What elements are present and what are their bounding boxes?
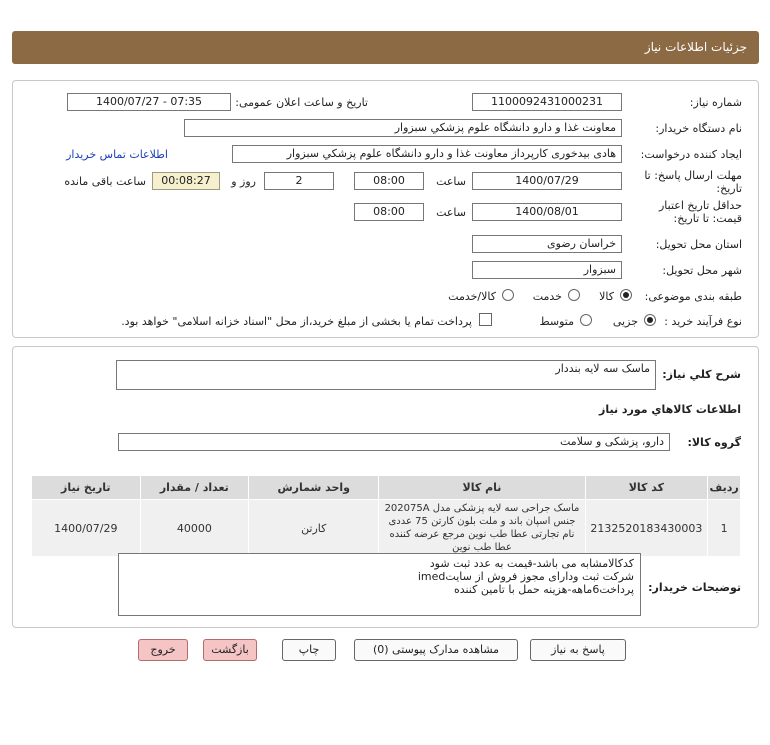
goods-group-label: گروه كالا: (687, 436, 741, 449)
province-field[interactable]: خراسان رضوی (472, 235, 622, 253)
page-header (12, 31, 759, 64)
buyer-contact-link[interactable]: اطلاعات تماس خریدار (66, 148, 168, 161)
treasury-payment-text: پرداخت تمام یا بخشی از مبلغ خرید،از محل "اسناد خزانه اسلامی" خواهد بود. (121, 315, 472, 328)
view-attachments-button[interactable]: مشاهده مدارک پیوستی (0) (354, 639, 518, 661)
city-field[interactable]: سبزوار (472, 261, 622, 279)
creator-field[interactable]: هادی بیدخوری کارپرداز معاونت غذا و دارو دانشگاه علوم پزشكي سبزوار (232, 145, 622, 163)
col-row: ردیف (708, 476, 741, 500)
cell-row: 1 (708, 500, 741, 557)
province-label: استان محل تحویل: (655, 238, 742, 251)
category-radio-goods[interactable] (620, 289, 632, 301)
buyer-field[interactable]: معاونت غذا و دارو دانشگاه علوم پزشكي سبزوار (184, 119, 622, 137)
goods-info-title: اطلاعات كالاهاي مورد نياز (599, 403, 741, 416)
notes-line: کدکالامشابه می باشد-قیمت به عدد ثبت شود (429, 557, 634, 570)
process-option-medium: متوسط (539, 315, 574, 328)
back-button[interactable]: بازگشت (203, 639, 257, 661)
validity-time-field[interactable]: 08:00 (354, 203, 424, 221)
announce-field[interactable] (67, 93, 231, 111)
reply-button[interactable]: پاسخ به نیاز (530, 639, 626, 661)
page-title: جزئیات اطلاعات نیاز (644, 40, 747, 54)
col-date: تاریخ نیاز (32, 476, 141, 500)
summary-label: شرح كلي نياز: (662, 368, 741, 381)
notes-line: شرکت ثبت ودارای مجوز فروش از سایتimed (417, 570, 634, 583)
category-option-both: کالا/خدمت (448, 290, 496, 303)
remaining-time-field: 00:08:27 (152, 172, 220, 190)
need-number-label: شماره نیاز: (689, 96, 742, 109)
col-name: نام کالا (379, 476, 585, 500)
col-unit: واحد شمارش (249, 476, 379, 500)
validity-time-label: ساعت (436, 206, 466, 219)
cell-code: 2132520183430003 (585, 500, 708, 557)
general-info-panel (12, 80, 759, 338)
goods-group-field[interactable]: دارو، پزشکی و سلامت (118, 433, 670, 451)
remaining-label: ساعت باقی مانده (64, 175, 146, 188)
cell-name: ماسک جراحی سه لایه پزشکی مدل 202075A جنس اسپان باند و ملت بلون کارتن 75 عددی نام تجارتی عطا طب نوین مرجع عرضه کننده عطا طب نوین (379, 500, 585, 557)
process-label: نوع فرآیند خرید : (664, 315, 742, 328)
announce-value: 1400/07/27 - 07:35 (95, 95, 203, 108)
cell-date: 1400/07/29 (32, 500, 141, 557)
summary-field[interactable]: ماسک سه لایه بنددار (116, 360, 656, 390)
city-label: شهر محل تحویل: (662, 264, 742, 277)
cell-qty: 40000 (140, 500, 249, 557)
send-deadline-label: مهلت ارسال پاسخ: تا تاریخ: (644, 169, 742, 195)
process-option-minor: جزیی (612, 315, 638, 328)
send-time-label: ساعت (436, 175, 466, 188)
table-row (32, 500, 741, 557)
col-code: کد کالا (585, 476, 708, 500)
process-radio-medium[interactable] (580, 314, 592, 326)
notes-label: توضیحات خریدار: (648, 581, 741, 594)
send-date-field[interactable]: 1400/07/29 (472, 172, 622, 190)
cell-unit: کارتن (249, 500, 379, 557)
send-time-field[interactable]: 08:00 (354, 172, 424, 190)
category-radio-both[interactable] (502, 289, 514, 301)
treasury-payment-checkbox[interactable] (479, 313, 492, 326)
buyer-notes-field[interactable] (118, 553, 641, 616)
validity-label: حداقل تاریخ اعتبار قیمت: تا تاریخ: (658, 199, 742, 225)
category-option-service: خدمت (532, 290, 562, 303)
goods-table (31, 475, 741, 557)
exit-button[interactable]: خروج (138, 639, 188, 661)
category-option-goods: کالا (599, 290, 614, 303)
category-label: طبقه بندی موضوعی: (644, 290, 742, 303)
need-number-field[interactable]: 1100092431000231 (472, 93, 622, 111)
notes-line: پرداخت6ماهه-هزینه حمل با تامین کننده (453, 583, 634, 596)
creator-label: ایجاد کننده درخواست: (640, 148, 742, 161)
buyer-label: نام دستگاه خریدار: (655, 122, 742, 135)
details-panel (12, 346, 759, 628)
print-button[interactable]: چاپ (282, 639, 336, 661)
process-radio-minor[interactable] (644, 314, 656, 326)
days-label: روز و (231, 175, 256, 188)
validity-date-field[interactable]: 1400/08/01 (472, 203, 622, 221)
category-radio-service[interactable] (568, 289, 580, 301)
days-field[interactable]: 2 (264, 172, 334, 190)
announce-label: تاریخ و ساعت اعلان عمومی: (235, 96, 368, 109)
col-qty: تعداد / مقدار (140, 476, 249, 500)
